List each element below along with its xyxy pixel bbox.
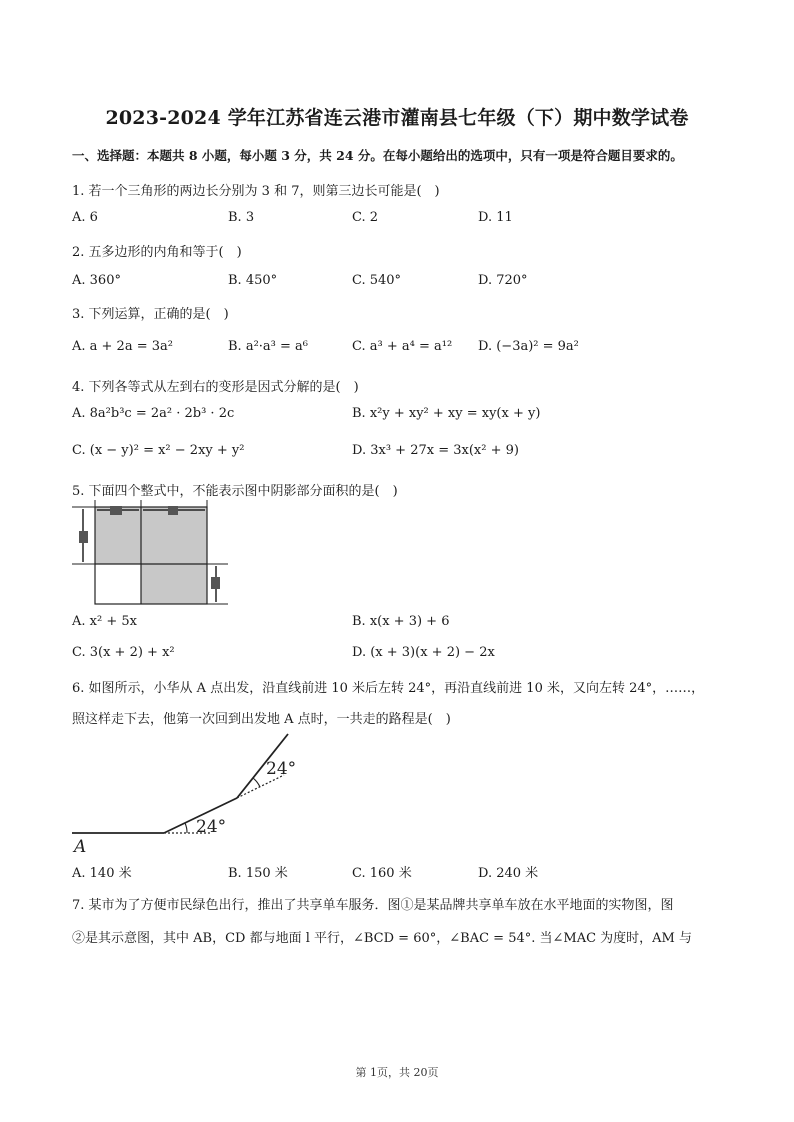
question-4-option-a: A. 8a²b³c = 2a² · 2b³ · 2c xyxy=(72,406,235,421)
question-6-figure xyxy=(72,728,302,858)
section-heading: 一、选择题：本题共 8 小题，每小题 3 分，共 24 分。在每小题给出的选项中，只有一项是符合题目要求的。 xyxy=(72,148,683,163)
question-1-option-a: A. 6 xyxy=(72,210,98,225)
dimension-label-blur xyxy=(110,506,122,515)
question-5-figure xyxy=(70,500,230,605)
question-1-option-c: C. 2 xyxy=(352,210,379,225)
question-5-option-c: C. 3(x + 2) + x² xyxy=(72,645,175,660)
question-1-stem: 1. 若一个三角形的两边长分别为 3 和 7，则第三边长可能是( ) xyxy=(72,184,440,199)
page-title: 2023-2024 学年江苏省连云港市灌南县七年级（下）期中数学试卷 xyxy=(105,107,689,129)
question-2-option-b: B. 450° xyxy=(228,273,278,288)
question-4-stem: 4. 下列各等式从左到右的变形是因式分解的是( ) xyxy=(72,380,359,395)
question-5-option-a: A. x² + 5x xyxy=(72,614,137,629)
dimension-label-blur xyxy=(79,531,88,543)
question-2-option-a: A. 360° xyxy=(72,273,121,288)
angle-label-2: 24° xyxy=(266,759,297,779)
question-2-option-c: C. 540° xyxy=(352,273,402,288)
question-1-option-b: B. 3 xyxy=(228,210,255,225)
question-5-stem: 5. 下面四个整式中，不能表示图中阴影部分面积的是( ) xyxy=(72,484,398,499)
question-3-option-c: C. a³ + a⁴ = a¹² xyxy=(352,339,453,354)
point-label-a: A xyxy=(74,837,87,857)
angle-arc-2 xyxy=(253,778,260,787)
question-5-option-d: D. (x + 3)(x + 2) − 2x xyxy=(352,645,495,660)
question-3-option-d: D. (−3a)² = 9a² xyxy=(478,339,579,354)
question-4-option-d: D. 3x³ + 27x = 3x(x² + 9) xyxy=(352,443,519,458)
angle-arc-1 xyxy=(185,823,187,833)
question-6-stem-line-1: 6. 如图所示，小华从 A 点出发，沿直线前进 10 米后左转 24°，再沿直线前进 10 米，又向左转 24°，……， xyxy=(72,681,705,696)
page-footer: 第 1页，共 20页 xyxy=(355,1066,439,1079)
question-4-option-c: C. (x − y)² = x² − 2xy + y² xyxy=(72,443,245,458)
question-3-option-b: B. a²·a³ = a⁶ xyxy=(228,339,308,354)
question-6-option-c: C. 160 米 xyxy=(352,866,412,881)
question-6-option-b: B. 150 米 xyxy=(228,866,288,881)
shaded-region-bottom-right xyxy=(141,564,207,604)
question-6-option-d: D. 240 米 xyxy=(478,866,539,881)
question-2-option-d: D. 720° xyxy=(478,273,528,288)
dimension-label-blur xyxy=(168,506,178,515)
shaded-region-top-left xyxy=(95,507,141,564)
angle-label-1: 24° xyxy=(196,817,227,837)
question-6-stem-line-2: 照这样走下去，他第一次回到出发地 A 点时，一共走的路程是( ) xyxy=(72,712,451,727)
question-3-stem: 3. 下列运算，正确的是( ) xyxy=(72,307,229,322)
question-1-option-d: D. 11 xyxy=(478,210,513,225)
question-6-option-a: A. 140 米 xyxy=(72,866,132,881)
question-7-stem-line-1: 7. 某市为了方便市民绿色出行，推出了共享单车服务．图①是某品牌共享单车放在水平地面的实物图，图 xyxy=(72,898,674,913)
question-7-stem-line-2: ②是其示意图，其中 AB，CD 都与地面 l 平行，∠BCD = 60°，∠BAC = 54°. 当∠MAC 为度时，AM 与 xyxy=(72,931,693,946)
question-2-stem: 2. 五多边形的内角和等于( ) xyxy=(72,245,242,260)
question-4-option-b: B. x²y + xy² + xy = xy(x + y) xyxy=(352,406,541,421)
question-3-option-a: A. a + 2a = 3a² xyxy=(72,339,173,354)
dimension-label-blur xyxy=(211,577,220,589)
question-5-option-b: B. x(x + 3) + 6 xyxy=(352,614,450,629)
shaded-region-top-right xyxy=(141,507,207,564)
